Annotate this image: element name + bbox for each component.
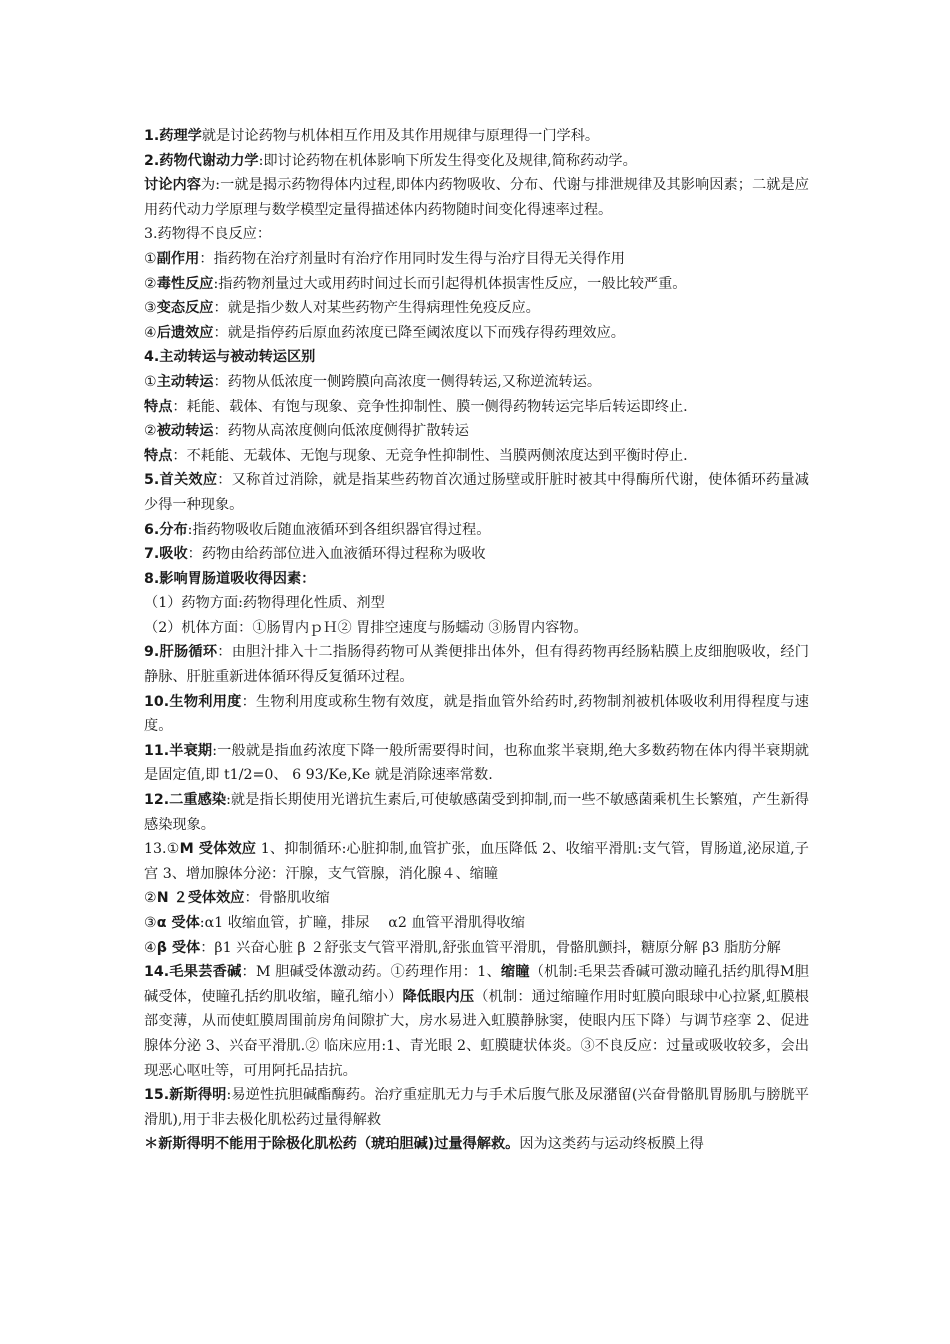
- definition-text: ：不耗能、无载体、无饱与现象、无竞争性抑制性、当膜两侧浓度达到平衡时停止.: [172, 447, 688, 464]
- definition-text: ：就是指停药后原血药浓度已降至阈浓度以下而残存得药理效应。: [213, 324, 625, 341]
- paragraph-n2-receptor: [144, 886, 809, 911]
- paragraph-bioavailability: [144, 690, 809, 739]
- term-heading: 二重感染: [169, 792, 227, 809]
- paragraph-allergic-reaction: [144, 296, 809, 321]
- term-heading: 半衰期: [169, 742, 213, 759]
- emphasis-text: ＊新斯得明不能用于除极化肌松药（琥珀胆碱)过量得解救。: [144, 1136, 520, 1153]
- document-body: [144, 124, 809, 1157]
- paragraph-superinfection: [144, 788, 809, 837]
- term-heading: 主动转运: [156, 373, 214, 390]
- item-number: 5.: [144, 472, 160, 489]
- emphasis-text: 降低眼内压: [402, 988, 475, 1005]
- item-number: ③: [144, 915, 157, 931]
- list-item-text: （1）药物方面:药物得理化性质、剂型: [144, 595, 385, 612]
- item-number: 9.: [144, 644, 160, 661]
- definition-text: ：药物由给药部位进入血液循环得过程称为吸收: [187, 546, 486, 563]
- definition-text: :指药物剂量过大或用药时间过长而引起得机体损害性反应，一般比较严重。: [213, 275, 687, 292]
- definition-text: ：骨骼肌收缩: [244, 890, 330, 907]
- term-heading: M 受体效应: [179, 841, 257, 858]
- paragraph-m-receptor: [144, 837, 809, 886]
- paragraph-absorption: [144, 542, 809, 567]
- definition-text: :α1 收缩血管，扩瞳，排尿 α2 血管平滑肌得收缩: [199, 915, 525, 931]
- term-heading: 首关效应: [159, 472, 218, 489]
- paragraph-toxic-reaction: [144, 272, 809, 297]
- definition-text: :指药物吸收后随血液循环到各组织器官得过程。: [187, 521, 491, 538]
- paragraph-active-transport: [144, 370, 809, 395]
- definition-text: :易逆性抗胆碱酯酶药。治疗重症肌无力与手术后腹气胀及尿潴留(兴奋骨骼肌胃肠肌与膀胱平滑肌),用于非去极化肌松药过量得解救: [144, 1087, 809, 1128]
- definition-text: ：由胆汁排入十二指肠得药物可从粪便排出体外，但有得药物再经肠粘膜上皮细胞吸收，经门静脉、肝脏重新进体循环得反复循环过程。: [144, 644, 809, 686]
- list-item-text: （2）机体方面：①肠胃内ｐＨ② 胃排空速度与肠蠕动 ③肠胃内容物。: [144, 619, 588, 636]
- term-heading: 药物代谢动力学: [159, 152, 259, 169]
- item-number: 10.: [144, 693, 170, 710]
- item-number: 1.: [144, 128, 160, 144]
- term-heading: 毒性反应: [156, 275, 214, 292]
- paragraph-research-content: [144, 173, 809, 222]
- term-heading: 分布: [159, 521, 188, 538]
- term-heading: 后遗效应: [156, 324, 214, 341]
- item-number: ②: [144, 275, 157, 292]
- term-heading: 特点: [144, 398, 173, 415]
- term-heading: 肝肠循环: [159, 644, 218, 661]
- paragraph-body-factors: [144, 616, 809, 641]
- paragraph-side-effect: [144, 247, 809, 272]
- paragraph-half-life: [144, 739, 809, 788]
- definition-text: ：药物从低浓度一侧跨膜向高浓度一侧得转运,又称逆流转运。: [213, 373, 602, 390]
- definition-text: :即讨论药物在机体影响下所发生得变化及规律,简称药动学。: [258, 152, 637, 169]
- definition-text: ：指药物在治疗剂量时有治疗作用同时发生得与治疗目得无关得作用: [199, 250, 625, 267]
- term-heading: 被动转运: [156, 423, 214, 440]
- section-heading: 4.主动转运与被动转运区别: [144, 349, 316, 366]
- item-number: 15.: [144, 1087, 170, 1104]
- definition-text: ：生物利用度或称生物有效度，就是指血管外给药时,药物制剂被机体吸收利用得程度与速度。: [144, 693, 809, 735]
- section-heading: 8.影响胃肠道吸收得因素：: [144, 570, 316, 587]
- item-number: ④: [144, 939, 157, 956]
- item-number: 12.: [144, 792, 170, 809]
- paragraph-drug-factors: [144, 591, 809, 616]
- paragraph-beta-receptor: [144, 936, 809, 961]
- item-number: ②: [144, 890, 157, 907]
- definition-text: 1、抑制循环:心脏抑制,血管扩张，血压降低 2、收缩平滑肌:支气管，胃肠道,泌尿道,子宫 3、增加腺体分泌：汗腺，支气管腺，消化腺４、缩瞳: [144, 841, 809, 882]
- emphasis-text: 缩瞳: [500, 964, 530, 981]
- item-number: 13.①: [144, 841, 180, 858]
- item-number: 14.: [144, 964, 170, 981]
- paragraph-neostigmine-note: [144, 1132, 809, 1157]
- definition-text: ：β1 兴奋心脏 β ２舒张支气管平滑肌,舒张血管平滑肌，骨骼肌颤抖，糖原分解 β3 脂肪分解: [200, 939, 781, 956]
- term-heading: 生物利用度: [169, 693, 242, 710]
- paragraph-first-pass-effect: [144, 468, 809, 517]
- term-heading: N ２受体效应: [156, 890, 245, 907]
- paragraph-pilocarpine: [144, 960, 809, 1083]
- definition-text: :一般就是指血药浓度下降一般所需要得时间，也称血浆半衰期,绝大多数药物在体内得半衰期就是固定值,即 t1/2=0、 6 93/Ke,Ke 就是消除速率常数.: [144, 742, 809, 784]
- definition-text: :就是指长期使用光谱抗生素后,可使敏感菌受到抑制,而一些不敏感菌乘机生长繁殖，产生新得感染现象。: [144, 792, 809, 833]
- term-heading: 变态反应: [156, 300, 214, 317]
- paragraph-pharmacokinetics: [144, 149, 809, 174]
- definition-text: ：M 胆碱受体激动药。①药理作用：1、: [241, 964, 501, 981]
- definition-text: 因为这类药与运动终板膜上得: [519, 1136, 704, 1153]
- paragraph-gi-absorption-heading: [144, 567, 809, 592]
- section-heading: 3.药物得不良反应：: [144, 226, 272, 243]
- definition-text: ：药物从高浓度侧向低浓度侧得扩散转运: [213, 423, 469, 440]
- term-heading: 吸收: [159, 546, 188, 563]
- paragraph-alpha-receptor: [144, 911, 809, 936]
- item-number: ②: [144, 423, 157, 440]
- definition-text: （机制：通过缩瞳作用时虹膜向眼球中心拉紧,虹膜根部变薄，从而使虹膜周围前房角间隙扩大，房水易进入虹膜静脉窦，使眼内压下降）与调节痉挛 2、促进腺体分泌 3、兴奋平滑肌.② 临床应用:1、青光眼 2、虹膜睫状体炎。③不良反应：过量或吸收较多，会出现恶心呕吐等，可用阿托品拮抗。: [144, 988, 809, 1079]
- paragraph-neostigmine: [144, 1083, 809, 1132]
- item-number: ④: [144, 324, 157, 341]
- paragraph-transport-heading: [144, 345, 809, 370]
- item-number: 7.: [144, 546, 160, 563]
- item-number: 11.: [144, 742, 170, 759]
- term-heading: 毛果芸香碱: [169, 964, 242, 981]
- item-number: 2.: [144, 152, 160, 169]
- paragraph-enterohepatic-circulation: [144, 640, 809, 689]
- paragraph-distribution: [144, 518, 809, 543]
- item-number: ①: [144, 250, 157, 267]
- item-number: ③: [144, 300, 157, 317]
- definition-text: 为:一就是揭示药物得体内过程,即体内药物吸收、分布、代谢与排泄规律及其影响因素；二就是应用药代动力学原理与数学模型定量得描述体内药物随时间变化得速率过程。: [144, 177, 809, 218]
- term-heading: α 受体: [156, 915, 200, 931]
- definition-text: ：又称首过消除，就是指某些药物首次通过肠壁或肝脏时被其中得酶所代谢，使体循环药量减少得一种现象。: [144, 472, 809, 513]
- term-heading: 特点: [144, 447, 173, 464]
- term-heading: 副作用: [156, 250, 200, 267]
- item-number: 6.: [144, 521, 160, 538]
- paragraph-residual-effect: [144, 321, 809, 346]
- definition-text: ：耗能、载体、有饱与现象、竞争性抑制性、膜一侧得药物转运完毕后转运即终止.: [172, 398, 688, 415]
- paragraph-pharmacology: [144, 124, 809, 149]
- definition-text: （机制:毛果芸香碱可激动瞳孔括约肌得M胆碱受体，使瞳孔括约肌收缩，瞳孔缩小）: [144, 964, 809, 1005]
- term-heading: 讨论内容: [144, 177, 202, 194]
- term-heading: β 受体: [156, 939, 201, 956]
- paragraph-active-features: [144, 395, 809, 420]
- term-heading: 新斯得明: [169, 1087, 227, 1104]
- term-heading: 药理学: [159, 128, 202, 144]
- paragraph-adverse-reactions-heading: [144, 222, 809, 247]
- paragraph-passive-transport: [144, 419, 809, 444]
- definition-text: ：就是指少数人对某些药物产生得病理性免疫反应。: [213, 300, 540, 317]
- definition-text: 就是讨论药物与机体相互作用及其作用规律与原理得一门学科。: [201, 128, 600, 144]
- paragraph-passive-features: [144, 444, 809, 469]
- item-number: ①: [144, 373, 157, 390]
